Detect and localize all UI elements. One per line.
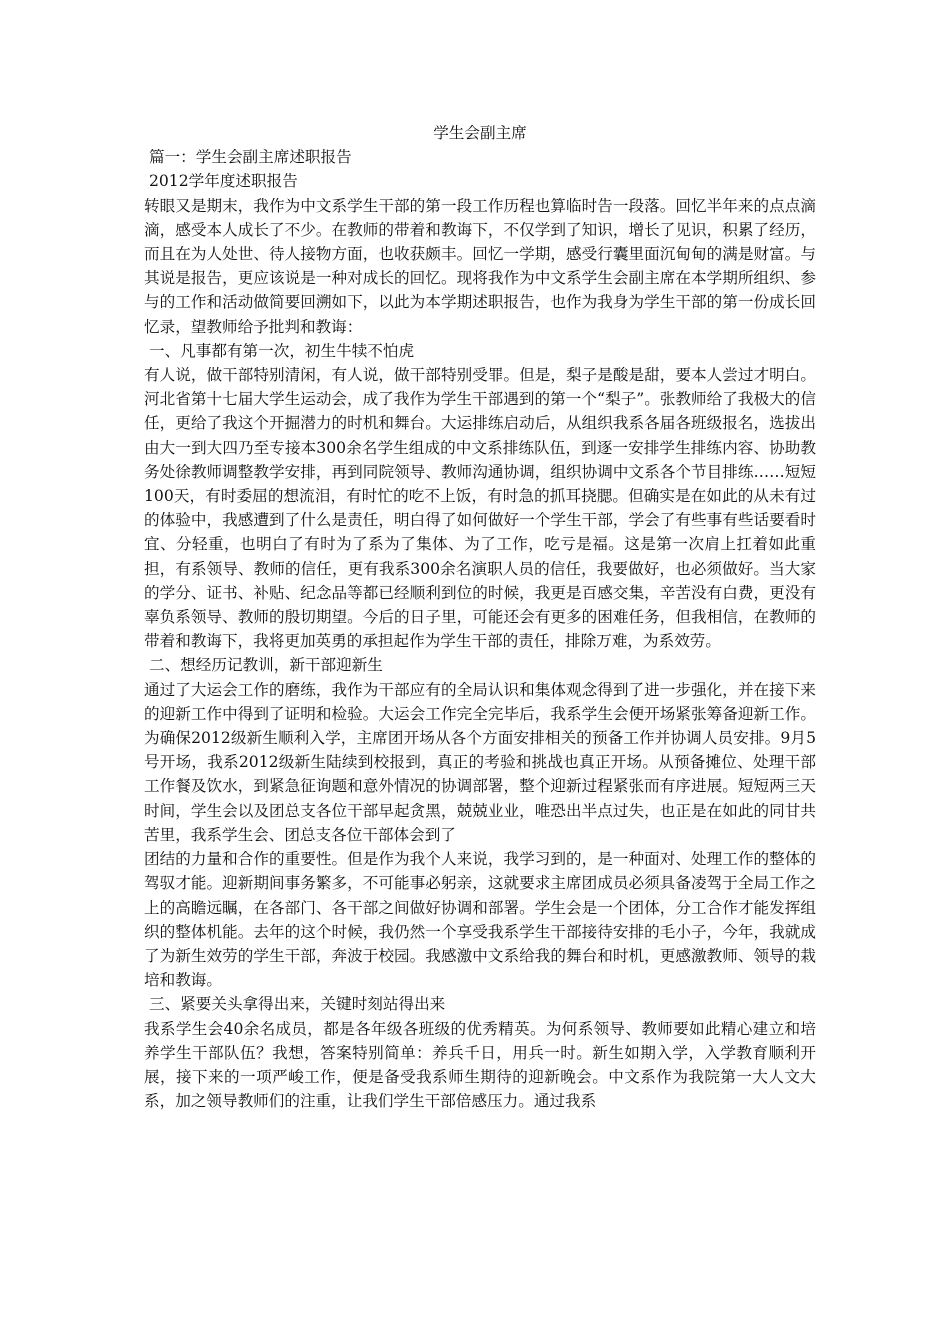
document-title: 学生会副主席 (433, 124, 527, 142)
document-page (144, 121, 816, 1113)
heading-line: 三、紧要关头拿得出来，关键时刻站得出来 (144, 995, 446, 1014)
heading-line: 2012学年度述职报告 (144, 172, 298, 191)
body-paragraph: 有人说，做干部特别清闲，有人说，做干部特别受罪。但是，梨子是酸是甜，要本人尝过才明白。河北省第十七届大学生运动会，成了我作为学生干部遇到的第一个“梨子”。张教师给了我极大的信任，更给了我这个开掘潜力的时机和舞台。大运排练启动后，从组织我系各届各班级报名，选拔出由大一到大四乃至专接本300余名学生组成的中文系排练队伍，到逐一安排学生排练内容、协助教务处徐教师调整教学安排，再到同院领导、教师沟通协调，组织协调中文系各个节目排练……短短100天，有时委屈的想流泪，有时忙的吃不上饭，有时急的抓耳挠腮。但确实是在如此的从未有过的体验中，我感遭到了什么是责任，明白得了如何做好一个学生干部，学会了有些事有些话要看时宜、分轻重，也明白了有时为了系为了集体、为了工作，吃亏是福。这是第一次肩上扛着如此重担，有系领导、教师的信任，更有我系300余名演职人员的信任，我要做好，也必须做好。当大家的学分、证书、补贴、纪念品等都已经顺利到位的时候，我更是百感交集，辛苦没有白费，更没有辜负系领导、教师的殷切期望。今后的日子里，可能还会有更多的困难任务，但我相信，在教师的带着和教诲下，我将更加英勇的承担起作为学生干部的责任，排除万难，为系效劳。 (144, 366, 816, 651)
heading-line: 二、想经历记教训，新干部迎新生 (144, 656, 383, 675)
document-body (144, 145, 816, 1113)
body-paragraph: 我系学生会40余名成员，都是各年级各班级的优秀精英。为何系领导、教师要如此精心建立和培养学生干部队伍？我想，答案特别简单：养兵千日，用兵一时。新生如期入学，入学教育顺利开展，接下来的一项严峻工作，便是备受我系师生期待的迎新晚会。中文系作为我院第一大人文大系，加之领导教师们的注重，让我们学生干部倍感压力。通过我系 (144, 1019, 816, 1111)
body-paragraph: 转眼又是期末，我作为中文系学生干部的第一段工作历程也算临时告一段落。回忆半年来的点点滴滴，感受本人成长了不少。在教师的带着和教诲下，不仅学到了知识，增长了见识，积累了经历，而且在为人处世、待人接物方面，也收获颇丰。回忆一学期，感受行囊里面沉甸甸的满是财富。与其说是报告，更应该说是一种对成长的回忆。现将我作为中文系学生会副主席在本学期所组织、参与的工作和活动做简要回溯如下，以此为本学期述职报告，也作为我身为学生干部的第一份成长回忆录，望教师给予批判和教诲： (144, 196, 816, 336)
body-paragraph: 通过了大运会工作的磨练，我作为干部应有的全局认识和集体观念得到了进一步强化，并在接下来的迎新工作中得到了证明和检验。大运会工作完全完毕后，我系学生会便开场紧张筹备迎新工作。为确保2012级新生顺利入学，主席团开场从各个方面安排相关的预备工作并协调人员安排。9月5号开场，我系2012级新生陆续到校报到，真正的考验和挑战也真正开场。从预备摊位、处理干部工作餐及饮水，到紧急征询题和意外情况的协调部署，整个迎新过程紧张而有序进展。短短两三天时间，学生会以及团总支各位干部早起贪黑，兢兢业业，唯恐出半点过失，也正是在如此的同甘共苦里，我系学生会、团总支各位干部体会到了 (144, 680, 816, 844)
body-paragraph: 团结的力量和合作的重要性。但是作为我个人来说，我学习到的，是一种面对、处理工作的整体的驾驭才能。迎新期间事务繁多，不可能事必躬亲，这就要求主席团成员必须具备凌驾于全局工作之上的高瞻远瞩，在各部门、各干部之间做好协调和部署。学生会是一个团体，分工合作才能发挥组织的整体机能。去年的这个时候，我仍然一个享受我系学生干部接待安排的毛小子，今年，我就成了为新生效劳的学生干部，奔波于校园。我感激中文系给我的舞台和时机，更感激教师、领导的栽培和教诲。 (144, 850, 816, 990)
heading-line: 一、凡事都有第一次，初生牛犊不怕虎 (144, 341, 415, 360)
heading-line: 篇一：学生会副主席述职报告 (144, 148, 352, 167)
